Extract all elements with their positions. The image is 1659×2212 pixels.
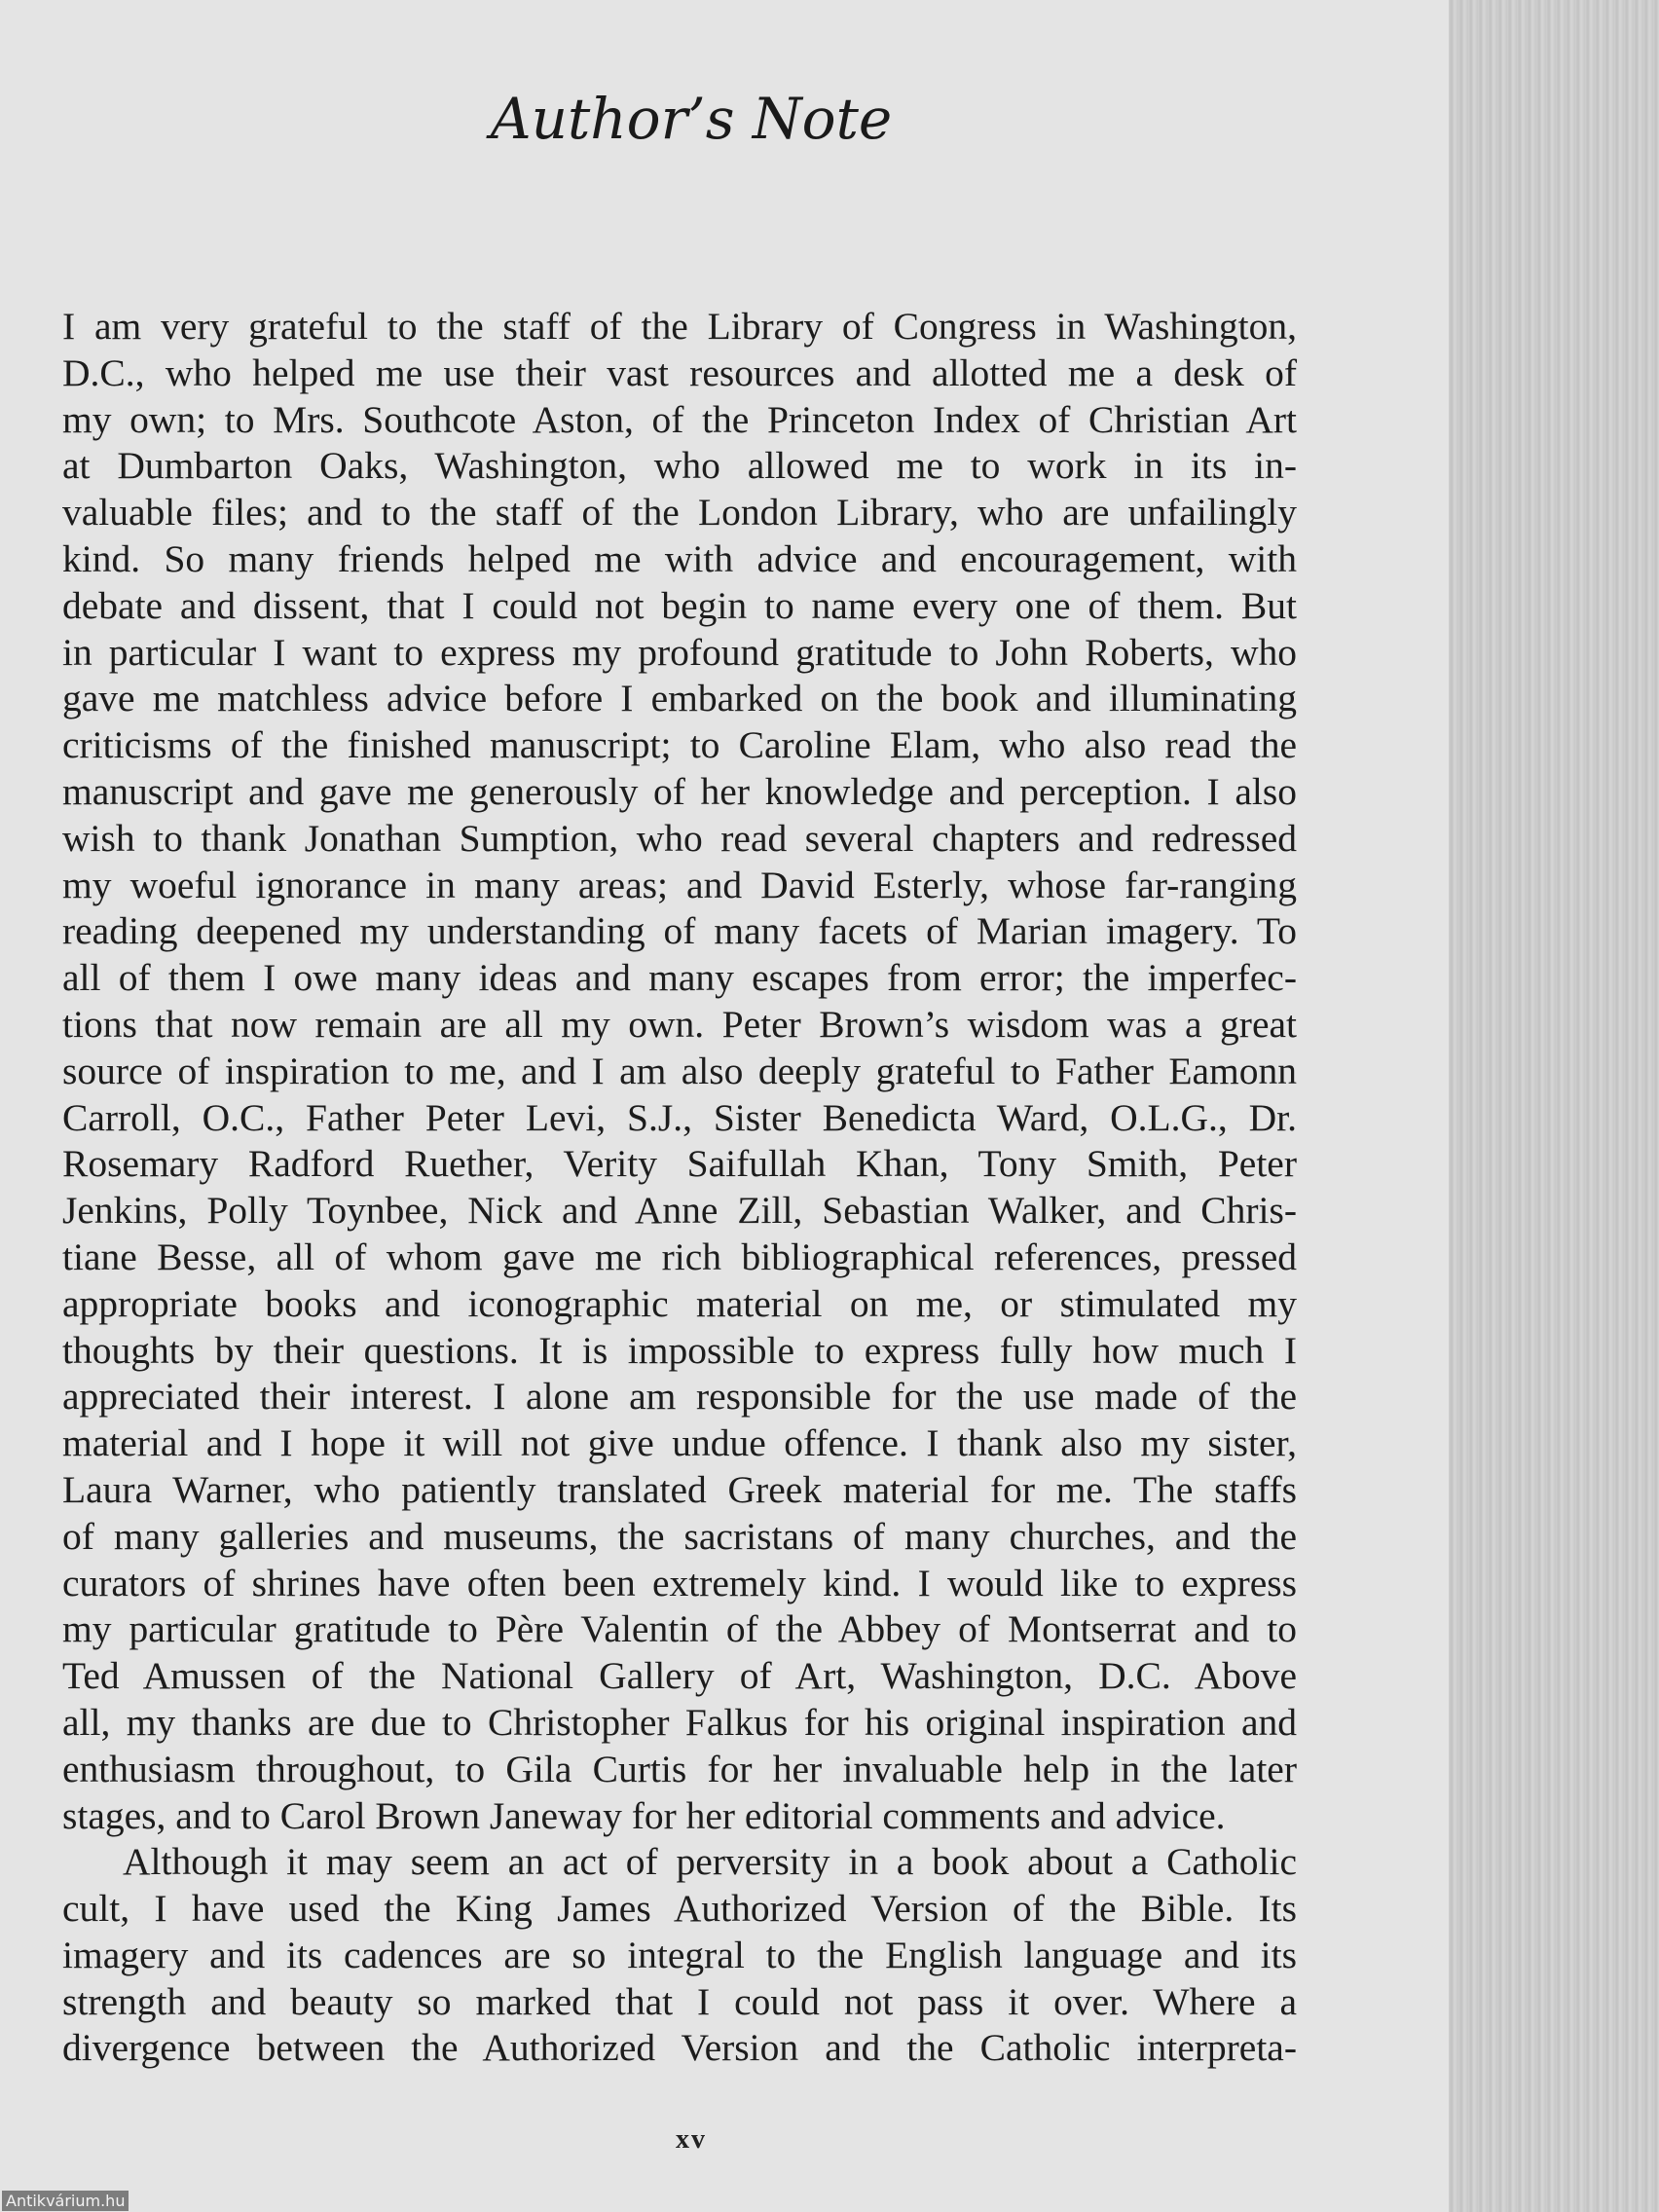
- text-line: curators of shrines have often been extremely kind. I would like to express: [62, 1561, 1297, 1604]
- text-line: gave me matchless advice before I embarked on the book and illuminating: [62, 677, 1297, 720]
- text-line: kind. So many friends helped me with advice and encouragement, with: [62, 536, 1297, 580]
- paragraph-1: [62, 304, 1297, 1839]
- text-line: I am very grateful to the staff of the Library of Congress in Washington,: [62, 305, 1297, 348]
- text-line: divergence between the Authorized Version and the Catholic interpreta-: [62, 2026, 1297, 2070]
- facing-page-edge: [1449, 0, 1659, 2212]
- text-line: my woeful ignorance in many areas; and David Esterly, whose far-ranging: [62, 863, 1297, 906]
- page-title: Author’s Note: [490, 86, 893, 152]
- text-line: manuscript and gave me generously of her knowledge and perception. I also: [62, 769, 1297, 813]
- text-line: reading deepened my understanding of many facets of Marian imagery. To: [62, 909, 1297, 953]
- text-line: appropriate books and iconographic material on me, or stimulated my: [62, 1281, 1297, 1325]
- text-line: of many galleries and museums, the sacristans of many churches, and the: [62, 1514, 1297, 1558]
- text-line: debate and dissent, that I could not begin to name every one of them. But: [62, 583, 1297, 627]
- text-line: appreciated their interest. I alone am responsible for the use made of the: [62, 1375, 1297, 1419]
- text-line: enthusiasm throughout, to Gila Curtis for her invaluable help in the later: [62, 1747, 1297, 1790]
- text-line: in particular I want to express my profound gratitude to John Roberts, who: [62, 630, 1297, 674]
- text-line: strength and beauty so marked that I could not pass it over. Where a: [62, 1979, 1297, 2023]
- text-line: wish to thank Jonathan Sumption, who read several chapters and redressed: [62, 816, 1297, 860]
- text-line: Although it may seem an act of perversity in a book about a Catholic: [123, 1840, 1297, 1884]
- text-line: imagery and its cadences are so integral to the English language and its: [62, 1933, 1297, 1976]
- text-line: tiane Besse, all of whom gave me rich bibliographical references, pressed: [62, 1235, 1297, 1278]
- text-line: material and I hope it will not give undue offence. I thank also my sister,: [62, 1421, 1297, 1465]
- text-line: all, my thanks are due to Christopher Falkus for his original inspiration and: [62, 1700, 1297, 1744]
- text-line: source of inspiration to me, and I am also deeply grateful to Father Eamonn: [62, 1049, 1297, 1092]
- page-number: xv: [676, 2124, 707, 2155]
- text-line: valuable files; and to the staff of the London Library, who are unfailingly: [62, 491, 1297, 535]
- text-line: D.C., who helped me use their vast resources and allotted me a desk of: [62, 350, 1297, 394]
- text-line: Laura Warner, who patiently translated Greek material for me. The staffs: [62, 1467, 1297, 1511]
- text-line: my own; to Mrs. Southcote Aston, of the Princeton Index of Christian Art: [62, 397, 1297, 441]
- text-line: all of them I owe many ideas and many escapes from error; the imperfec-: [62, 956, 1297, 1000]
- text-line: Rosemary Radford Ruether, Verity Saifullah Khan, Tony Smith, Peter: [62, 1142, 1297, 1186]
- body-text: [62, 304, 1297, 2072]
- text-line: Jenkins, Polly Toynbee, Nick and Anne Zill, Sebastian Walker, and Chris-: [62, 1189, 1297, 1233]
- text-line: thoughts by their questions. It is impossible to express fully how much I: [62, 1328, 1297, 1372]
- text-line: Ted Amussen of the National Gallery of Art, Washington, D.C. Above: [62, 1654, 1297, 1698]
- text-line: criticisms of the finished manuscript; to Caroline Elam, who also read the: [62, 723, 1297, 767]
- watermark: Antikvárium.hu: [2, 2191, 129, 2211]
- text-line: stages, and to Carol Brown Janeway for her editorial comments and advice.: [62, 1793, 1226, 1837]
- text-line: tions that now remain are all my own. Peter Brown’s wisdom was a great: [62, 1002, 1297, 1046]
- text-line: at Dumbarton Oaks, Washington, who allowed me to work in its in-: [62, 444, 1297, 488]
- text-line: my particular gratitude to Père Valentin of the Abbey of Montserrat and to: [62, 1607, 1297, 1651]
- text-line: cult, I have used the King James Authorized Version of the Bible. Its: [62, 1887, 1297, 1931]
- paragraph-2: [62, 1839, 1297, 2072]
- text-line: Carroll, O.C., Father Peter Levi, S.J., Sister Benedicta Ward, O.L.G., Dr.: [62, 1095, 1297, 1139]
